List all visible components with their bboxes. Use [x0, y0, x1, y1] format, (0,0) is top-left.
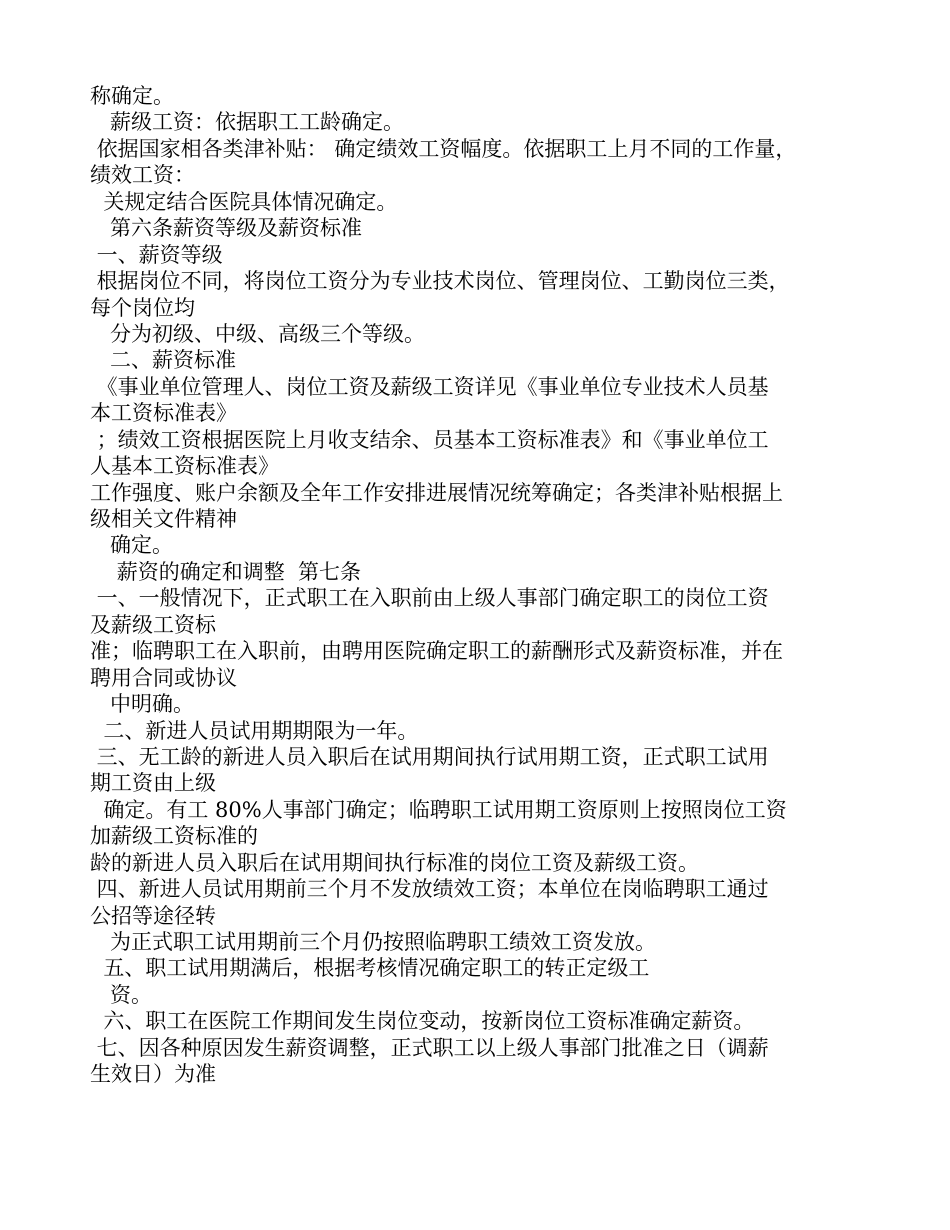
text-line: 《事业单位管理人、岗位工资及薪级工资详见《事业单位专业技术人员基	[90, 374, 769, 399]
text-line: 为正式职工试用期前三个月仍按照临聘职工绩效工资发放。	[90, 930, 657, 954]
text-line: 确定。有工 80%人事部门确定；临聘职工试用期工资原则上按照岗位工资	[90, 797, 787, 822]
text-line: 称确定。	[90, 84, 174, 108]
text-line: 中明确。	[90, 692, 195, 717]
text-line: 生效日）为准	[90, 1062, 216, 1087]
text-line: 龄的新进人员入职后在试用期间执行标准的岗位工资及薪级工资。	[90, 850, 699, 875]
text-line: 资。	[90, 982, 153, 1007]
text-line: 聘用合同或协议	[90, 665, 237, 690]
text-line: 薪资的确定和调整 第七条	[90, 559, 362, 584]
text-line: ；绩效工资根据医院上月收支结余、员基本工资标准表》和《事业单位工	[90, 427, 769, 452]
text-line: 七、因各种原因发生薪资调整，正式职工以上级人事部门批准之日（调薪	[90, 1035, 769, 1060]
text-line: 人基本工资标准表》	[90, 454, 279, 479]
text-line: 第六条薪资等级及薪资标准	[90, 216, 363, 241]
text-line: 二、薪资标准	[90, 348, 237, 373]
text-line: 每个岗位均	[90, 295, 195, 320]
text-line: 绩效工资：	[90, 163, 195, 188]
text-line: 公招等途径转	[90, 903, 216, 928]
text-line: 分为初级、中级、高级三个等级。	[90, 321, 426, 346]
text-line: 准；临聘职工在入职前，由聘用医院确定职工的薪酬形式及薪资标准，并在	[90, 639, 783, 664]
text-line: 六、职工在医院工作期间发生岗位变动，按新岗位工资标准确定薪资。	[90, 1009, 755, 1034]
text-line: 及薪级工资标	[90, 612, 216, 637]
text-line: 一、一般情况下，正式职工在入职前由上级人事部门确定职工的岗位工资	[90, 586, 769, 611]
text-line: 依据国家相各类津补贴： 确定绩效工资幅度。依据职工上月不同的工作量，	[90, 136, 797, 161]
text-line: 三、无工龄的新进人员入职后在试用期间执行试用期工资，正式职工试用	[90, 744, 769, 769]
text-line: 级相关文件精神	[90, 507, 237, 531]
text-line: 工作强度、账户余额及全年工作安排进展情况统筹确定；各类津补贴根据上	[90, 480, 783, 505]
text-line: 二、新进人员试用期期限为一年。	[90, 718, 419, 743]
text-line: 五、职工试用期满后，根据考核情况确定职工的转正定级工	[90, 956, 650, 981]
text-line: 一、薪资等级	[90, 242, 223, 267]
text-line: 本工资标准表》	[90, 401, 237, 426]
document-body	[90, 83, 870, 1088]
text-line: 确定。	[90, 533, 174, 558]
text-line: 关规定结合医院具体情况确定。	[90, 189, 398, 214]
text-line: 期工资由上级	[90, 771, 216, 796]
text-line: 薪级工资：依据职工工龄确定。	[90, 110, 405, 135]
text-line: 根据岗位不同，将岗位工资分为专业技术岗位、管理岗位、工勤岗位三类，	[90, 269, 790, 294]
text-line: 四、新进人员试用期前三个月不发放绩效工资；本单位在岗临聘职工通过	[90, 877, 769, 902]
text-line: 加薪级工资标准的	[90, 824, 258, 849]
